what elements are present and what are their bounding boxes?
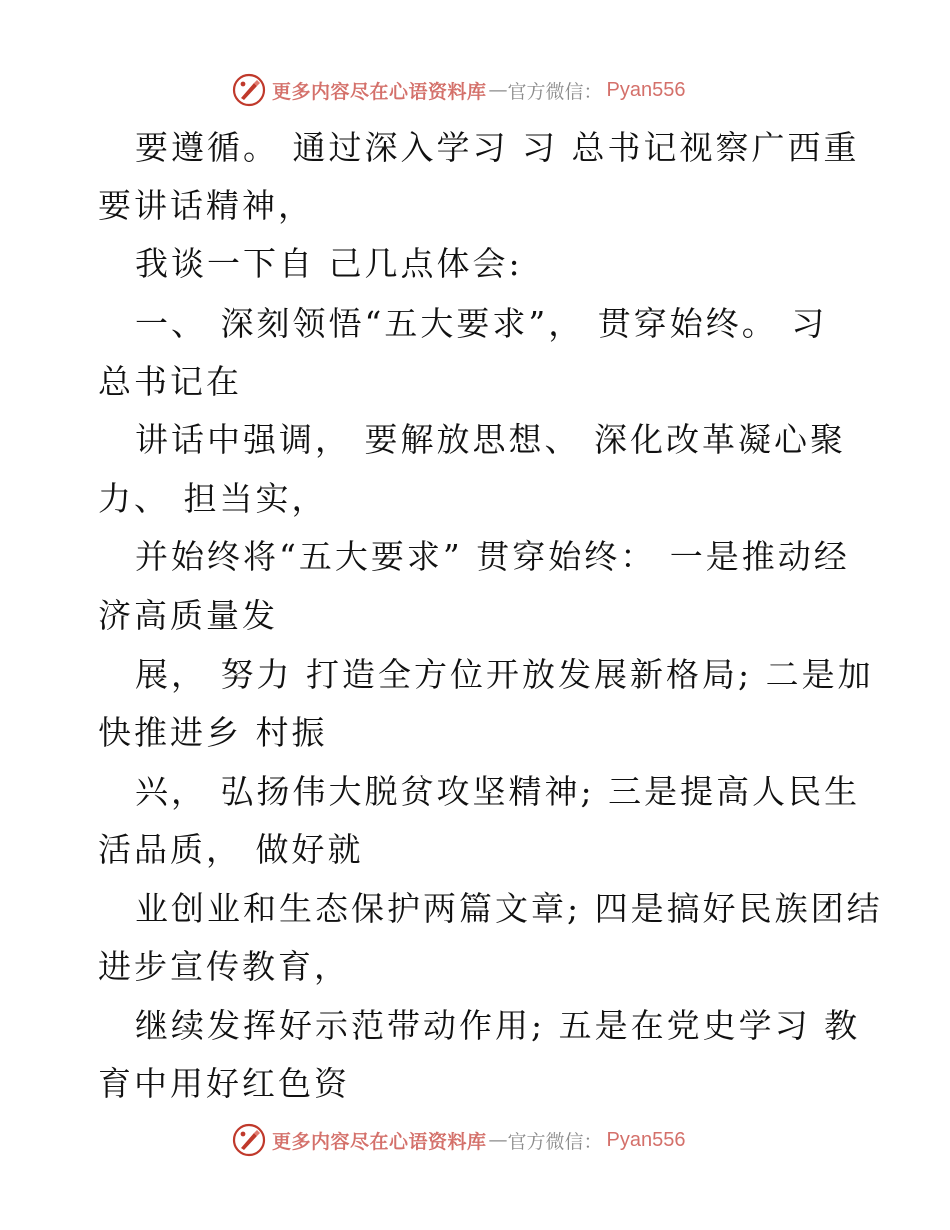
body-line: 快推进乡 村振 (98, 713, 328, 752)
banner-title: 更多内容尽在心语资料库 (272, 80, 487, 103)
body-line: 济高质量发 (98, 596, 278, 635)
body-line: 进步宣传教育， (98, 947, 350, 986)
pen-logo-icon (232, 1123, 266, 1157)
body-line: 育中用好红色资 (98, 1064, 350, 1103)
banner-separator: — (488, 1129, 508, 1151)
body-line: 继续发挥好示范带动作用; 五是在党史学习 教 (135, 1006, 861, 1045)
body-line: 并始终将“五大要求” 贯穿始终： 一是推动经 (135, 537, 850, 576)
footer-banner (232, 1120, 686, 1160)
body-line: 讲话中强调， 要解放思想、 深化改革凝心聚 (135, 420, 846, 459)
header-banner (232, 70, 686, 110)
banner-title: 更多内容尽在心语资料库 (272, 1130, 487, 1153)
banner-wechat-label: 官方微信： (507, 80, 603, 103)
body-line: 我谈一下自 己几点体会: (135, 244, 523, 283)
body-line: 一、 深刻领悟“五大要求”， 贯穿始终。 习 (135, 304, 828, 343)
body-line: 活品质， 做好就 (98, 830, 364, 869)
body-line: 力、 担当实， (98, 479, 328, 518)
body-line: 要遵循。 通过深入学习 习 总书记视察广西重 (135, 128, 860, 167)
banner-wechat-id: Pyan556 (606, 78, 686, 101)
body-line: 展， 努力 打造全方位开放发展新格局; 二是加 (135, 655, 874, 694)
body-line: 总书记在 (98, 362, 242, 401)
banner-separator: — (488, 79, 508, 101)
body-line: 业创业和生态保护两篇文章; 四是搞好民族团结 (135, 889, 883, 928)
pen-logo-icon (232, 73, 266, 107)
body-line: 兴， 弘扬伟大脱贫攻坚精神; 三是提高人民生 (135, 772, 861, 811)
banner-wechat-id: Pyan556 (606, 1128, 686, 1151)
body-line: 要讲话精神， (98, 186, 314, 225)
banner-wechat-label: 官方微信： (507, 1130, 603, 1153)
